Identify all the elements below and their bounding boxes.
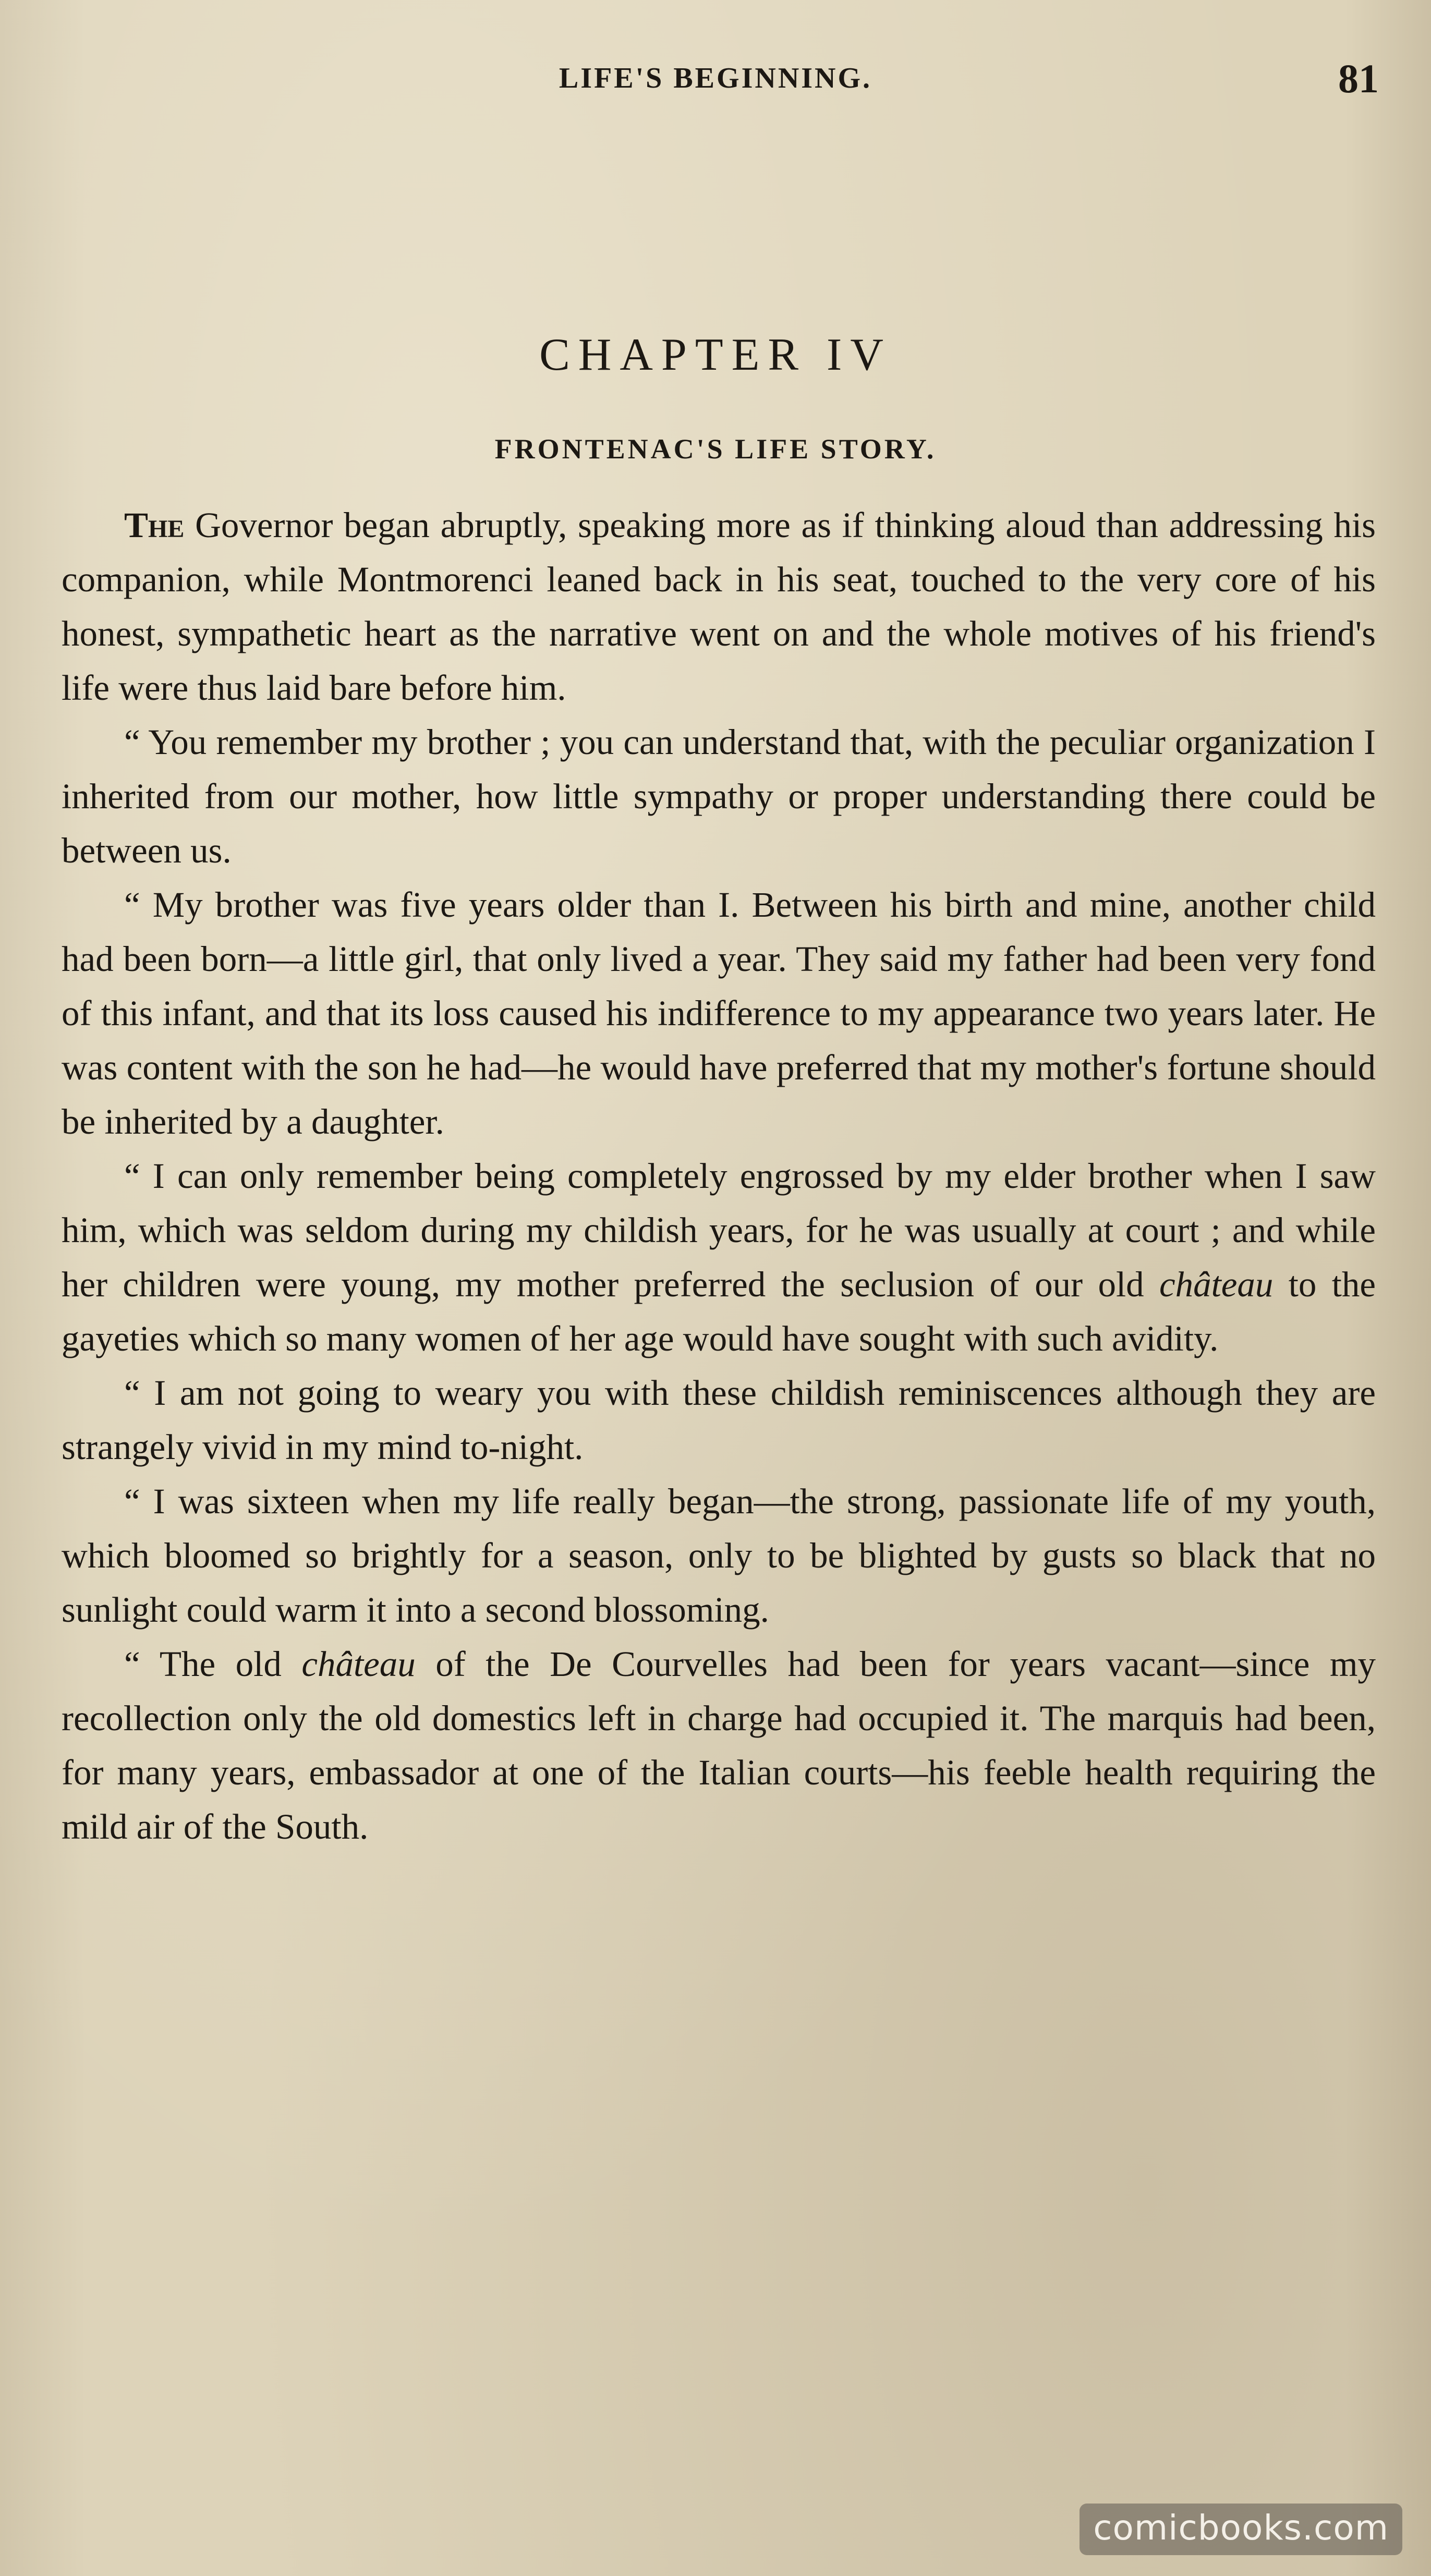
chapter-subtitle: FRONTENAC'S LIFE STORY. <box>494 433 937 465</box>
paragraph-text: to the gayeties which so many women of her age would have sought with such avidity. <box>62 1265 1376 1358</box>
page-number: 81 <box>1338 56 1379 101</box>
body-text <box>62 498 1376 1854</box>
chapter-title: CHAPTER IV <box>539 330 892 380</box>
paragraph-text: Governor began abruptly, speaking more as if thinking aloud than addressing his companion, while Montmorenci leaned back in his seat, touched to the very core of his honest, sympathetic heart as the narrative went on and the whole motives of his friend's life were thus laid bare before him. <box>62 505 1376 708</box>
paragraph <box>62 1637 1376 1854</box>
paragraph: “ You remember my brother ; you can understand that, with the peculiar organization I inherited from our mother, how little sympathy or proper understanding there could be between us. <box>62 722 1376 870</box>
paragraph <box>62 498 1376 715</box>
running-head <box>0 56 1431 114</box>
paragraph: “ My brother was five years older than I. Between his birth and mine, another child had been born—a little girl, that only lived a year. They said my father had been very fond of this infant, and that its loss caused his indifference to my appearance two years later. He was content with the son he had—he would have preferred that my mother's fortune should be inherited by a daughter. <box>62 885 1376 1141</box>
italic-word: château <box>301 1644 416 1684</box>
watermark: comicbooks.com <box>1080 2504 1402 2555</box>
paragraph <box>62 1149 1376 1366</box>
paragraph: “ I was sixteen when my life really began—the strong, passionate life of my youth, which bloomed so brightly for a season, only to be blighted by gusts so black that no sunlight could warm it into a second blossoming. <box>62 1481 1376 1630</box>
paragraph-text: of the De Courvelles had been for years vacant—since my recollection only the old domestics left in charge had occupied it. The marquis had been, for many years, embassador at one of the Italian courts—his feeble health requiring the mild air of the South. <box>62 1644 1376 1846</box>
paragraph: “ I am not going to weary you with these childish reminiscences although they are strangely vivid in my mind to-night. <box>62 1373 1376 1467</box>
italic-word: château <box>1159 1265 1274 1304</box>
running-title: LIFE'S BEGINNING. <box>559 62 872 94</box>
paragraph-text: “ I can only remember being completely engrossed by my elder brother when I saw him, which was seldom during my childish years, for he was usually at court ; and while her children were young, my mother preferred the seclusion of our old <box>62 1156 1376 1304</box>
paragraph-text: “ The old <box>124 1644 302 1684</box>
paragraph-lead-word: The <box>124 505 185 545</box>
